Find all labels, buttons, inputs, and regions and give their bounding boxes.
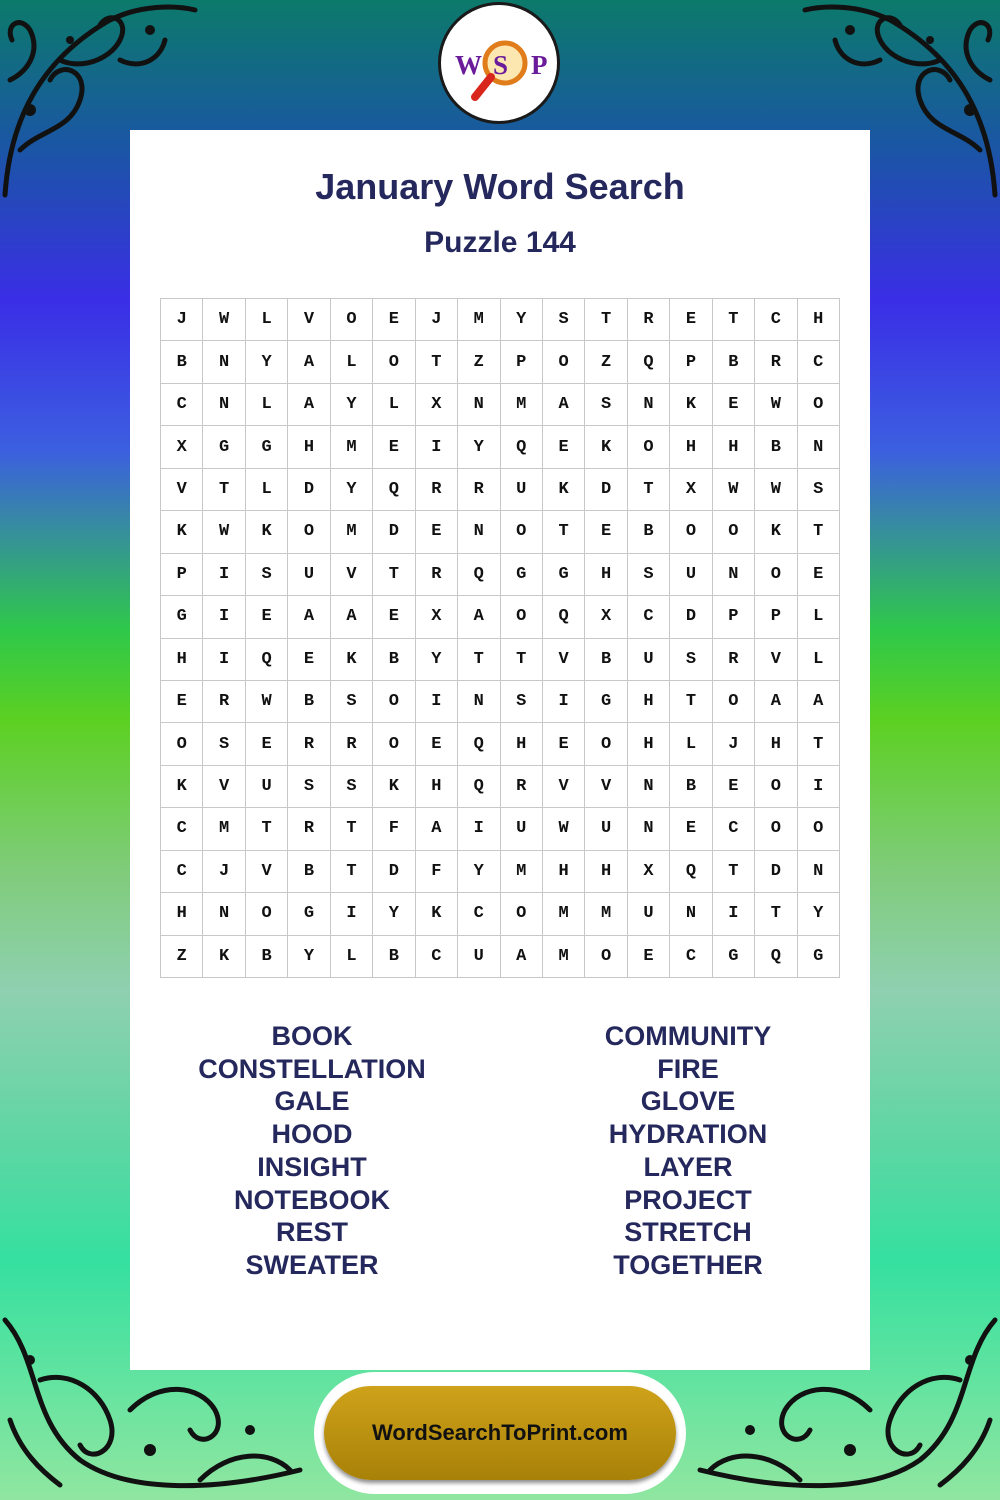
grid-cell: M xyxy=(331,426,373,468)
grid-cell: H xyxy=(543,851,585,893)
grid-cell: U xyxy=(628,893,670,935)
grid-cell: C xyxy=(755,299,797,341)
grid-cell: A xyxy=(458,596,500,638)
word-item: INSIGHT xyxy=(257,1151,367,1182)
grid-cell: B xyxy=(670,766,712,808)
grid-cell: B xyxy=(585,639,627,681)
logo-letter-w: W xyxy=(455,50,482,80)
grid-cell: E xyxy=(585,511,627,553)
grid-cell: C xyxy=(798,341,840,383)
grid-cell: X xyxy=(416,596,458,638)
grid-cell: V xyxy=(288,299,330,341)
grid-cell: L xyxy=(798,596,840,638)
grid-cell: N xyxy=(458,511,500,553)
logo-letter-s: S xyxy=(493,50,509,80)
grid-cell: H xyxy=(501,723,543,765)
word-item: FIRE xyxy=(657,1053,719,1084)
letter-grid xyxy=(160,298,840,978)
grid-cell: M xyxy=(458,299,500,341)
grid-cell: V xyxy=(543,766,585,808)
grid-cell: O xyxy=(543,341,585,383)
grid-cell: A xyxy=(798,681,840,723)
grid-cell: I xyxy=(798,766,840,808)
grid-cell: J xyxy=(203,851,245,893)
grid-cell: E xyxy=(373,299,415,341)
grid-cell: Y xyxy=(458,851,500,893)
grid-cell: W xyxy=(203,511,245,553)
grid-cell: I xyxy=(203,554,245,596)
grid-cell: T xyxy=(585,299,627,341)
grid-cell: G xyxy=(713,936,755,978)
grid-cell: B xyxy=(628,511,670,553)
grid-cell: I xyxy=(203,596,245,638)
grid-cell: R xyxy=(288,723,330,765)
grid-cell: Q xyxy=(458,723,500,765)
grid-cell: A xyxy=(331,596,373,638)
grid-cell: T xyxy=(416,341,458,383)
grid-cell: N xyxy=(203,341,245,383)
grid-cell: M xyxy=(543,936,585,978)
grid-cell: G xyxy=(798,936,840,978)
grid-cell: U xyxy=(670,554,712,596)
grid-cell: A xyxy=(288,596,330,638)
grid-cell: G xyxy=(246,426,288,468)
grid-cell: N xyxy=(203,384,245,426)
grid-cell: O xyxy=(755,554,797,596)
grid-cell: E xyxy=(416,723,458,765)
grid-cell: S xyxy=(331,766,373,808)
grid-cell: N xyxy=(458,681,500,723)
grid-cell: D xyxy=(670,596,712,638)
grid-cell: Q xyxy=(458,554,500,596)
word-item: CONSTELLATION xyxy=(198,1053,426,1084)
grid-cell: R xyxy=(203,681,245,723)
grid-cell: L xyxy=(246,299,288,341)
grid-cell: P xyxy=(755,596,797,638)
grid-cell: Q xyxy=(246,639,288,681)
grid-cell: H xyxy=(585,554,627,596)
grid-cell: I xyxy=(543,681,585,723)
grid-cell: Y xyxy=(458,426,500,468)
word-item: GLOVE xyxy=(640,1086,736,1117)
grid-cell: N xyxy=(458,384,500,426)
grid-cell: S xyxy=(501,681,543,723)
grid-cell: A xyxy=(416,808,458,850)
grid-cell: N xyxy=(628,808,670,850)
grid-cell: V xyxy=(585,766,627,808)
grid-cell: X xyxy=(585,596,627,638)
grid-cell: B xyxy=(373,639,415,681)
grid-cell: B xyxy=(755,426,797,468)
word-item: GALE xyxy=(274,1086,350,1117)
grid-cell: O xyxy=(755,808,797,850)
grid-cell: E xyxy=(416,511,458,553)
site-link[interactable]: WordSearchToPrint.com xyxy=(324,1386,676,1480)
grid-cell: Z xyxy=(458,341,500,383)
grid-cell: L xyxy=(246,384,288,426)
grid-cell: G xyxy=(501,554,543,596)
grid-cell: I xyxy=(416,426,458,468)
word-item: HOOD xyxy=(271,1119,353,1150)
grid-cell: L xyxy=(373,384,415,426)
grid-cell: T xyxy=(246,808,288,850)
grid-cell: E xyxy=(373,596,415,638)
puzzle-card xyxy=(130,130,870,1370)
grid-cell: M xyxy=(501,851,543,893)
grid-cell: K xyxy=(373,766,415,808)
grid-cell: Q xyxy=(628,341,670,383)
grid-cell: L xyxy=(331,936,373,978)
grid-cell: U xyxy=(458,936,500,978)
grid-cell: R xyxy=(628,299,670,341)
grid-cell: A xyxy=(755,681,797,723)
grid-cell: O xyxy=(798,808,840,850)
grid-cell: Y xyxy=(246,341,288,383)
grid-cell: T xyxy=(331,808,373,850)
grid-cell: D xyxy=(373,511,415,553)
grid-cell: V xyxy=(246,851,288,893)
grid-cell: V xyxy=(203,766,245,808)
grid-cell: H xyxy=(713,426,755,468)
grid-cell: G xyxy=(585,681,627,723)
grid-cell: H xyxy=(628,681,670,723)
grid-cell: J xyxy=(713,723,755,765)
grid-cell: O xyxy=(288,511,330,553)
grid-cell: W xyxy=(203,299,245,341)
grid-cell: W xyxy=(543,808,585,850)
grid-cell: G xyxy=(161,596,203,638)
site-badge xyxy=(314,1372,686,1494)
grid-cell: K xyxy=(670,384,712,426)
grid-cell: H xyxy=(288,426,330,468)
word-item: NOTEBOOK xyxy=(233,1184,390,1215)
grid-cell: P xyxy=(501,341,543,383)
grid-cell: E xyxy=(670,808,712,850)
grid-cell: G xyxy=(543,554,585,596)
grid-cell: M xyxy=(543,893,585,935)
grid-cell: X xyxy=(161,426,203,468)
grid-cell: E xyxy=(373,426,415,468)
grid-cell: F xyxy=(416,851,458,893)
grid-cell: O xyxy=(670,511,712,553)
grid-cell: O xyxy=(501,596,543,638)
grid-cell: P xyxy=(161,554,203,596)
grid-cell: N xyxy=(203,893,245,935)
grid-cell: Y xyxy=(798,893,840,935)
grid-cell: B xyxy=(246,936,288,978)
grid-cell: F xyxy=(373,808,415,850)
word-item: STRETCH xyxy=(624,1217,752,1248)
grid-cell: O xyxy=(501,893,543,935)
grid-cell: T xyxy=(670,681,712,723)
grid-cell: K xyxy=(543,469,585,511)
grid-cell: Q xyxy=(373,469,415,511)
grid-cell: Q xyxy=(670,851,712,893)
grid-cell: Y xyxy=(501,299,543,341)
grid-cell: S xyxy=(543,299,585,341)
grid-cell: N xyxy=(798,851,840,893)
grid-cell: H xyxy=(670,426,712,468)
word-item: TOGETHER xyxy=(613,1249,763,1280)
grid-cell: W xyxy=(246,681,288,723)
grid-cell: Q xyxy=(543,596,585,638)
grid-cell: S xyxy=(628,554,670,596)
grid-cell: P xyxy=(713,596,755,638)
grid-cell: L xyxy=(331,341,373,383)
grid-cell: A xyxy=(543,384,585,426)
grid-cell: O xyxy=(755,766,797,808)
grid-cell: E xyxy=(713,766,755,808)
grid-cell: U xyxy=(501,808,543,850)
grid-cell: R xyxy=(713,639,755,681)
grid-cell: O xyxy=(246,893,288,935)
grid-cell: M xyxy=(501,384,543,426)
puzzle-number: Puzzle 144 xyxy=(424,226,576,259)
grid-cell: C xyxy=(161,384,203,426)
grid-cell: K xyxy=(755,511,797,553)
grid-cell: E xyxy=(543,723,585,765)
grid-cell: O xyxy=(373,723,415,765)
word-item: REST xyxy=(275,1217,348,1248)
grid-cell: R xyxy=(755,341,797,383)
grid-cell: O xyxy=(161,723,203,765)
grid-cell: R xyxy=(501,766,543,808)
grid-cell: U xyxy=(246,766,288,808)
word-list-left xyxy=(162,1020,462,1282)
grid-cell: L xyxy=(670,723,712,765)
grid-cell: E xyxy=(246,596,288,638)
grid-cell: M xyxy=(331,511,373,553)
grid-cell: W xyxy=(755,469,797,511)
grid-cell: K xyxy=(585,426,627,468)
grid-cell: U xyxy=(501,469,543,511)
grid-cell: P xyxy=(670,341,712,383)
grid-cell: T xyxy=(331,851,373,893)
grid-cell: H xyxy=(585,851,627,893)
grid-cell: C xyxy=(416,936,458,978)
grid-cell: S xyxy=(288,766,330,808)
grid-cell: I xyxy=(458,808,500,850)
grid-cell: E xyxy=(713,384,755,426)
grid-cell: A xyxy=(288,384,330,426)
grid-cell: C xyxy=(161,808,203,850)
grid-cell: T xyxy=(458,639,500,681)
grid-cell: L xyxy=(246,469,288,511)
grid-cell: V xyxy=(331,554,373,596)
grid-cell: O xyxy=(373,681,415,723)
grid-cell: H xyxy=(798,299,840,341)
grid-cell: K xyxy=(161,511,203,553)
grid-cell: T xyxy=(713,851,755,893)
grid-cell: Y xyxy=(288,936,330,978)
grid-cell: T xyxy=(373,554,415,596)
grid-cell: S xyxy=(331,681,373,723)
grid-cell: K xyxy=(161,766,203,808)
grid-cell: H xyxy=(161,893,203,935)
grid-cell: C xyxy=(458,893,500,935)
grid-cell: J xyxy=(416,299,458,341)
grid-cell: L xyxy=(798,639,840,681)
grid-cell: X xyxy=(416,384,458,426)
grid-cell: U xyxy=(585,808,627,850)
wsp-logo xyxy=(438,2,560,124)
grid-cell: O xyxy=(331,299,373,341)
grid-cell: G xyxy=(288,893,330,935)
grid-cell: A xyxy=(288,341,330,383)
grid-cell: C xyxy=(628,596,670,638)
grid-cell: H xyxy=(755,723,797,765)
grid-cell: K xyxy=(416,893,458,935)
grid-cell: Y xyxy=(331,384,373,426)
grid-cell: D xyxy=(755,851,797,893)
grid-cell: N xyxy=(628,766,670,808)
grid-cell: T xyxy=(713,299,755,341)
grid-cell: B xyxy=(288,851,330,893)
grid-cell: S xyxy=(585,384,627,426)
grid-cell: O xyxy=(628,426,670,468)
word-item: SWEATER xyxy=(245,1249,379,1280)
grid-cell: O xyxy=(713,681,755,723)
grid-cell: V xyxy=(543,639,585,681)
grid-cell: E xyxy=(288,639,330,681)
grid-cell: R xyxy=(416,554,458,596)
grid-cell: H xyxy=(628,723,670,765)
grid-cell: C xyxy=(161,851,203,893)
grid-cell: K xyxy=(203,936,245,978)
grid-cell: M xyxy=(585,893,627,935)
grid-cell: Y xyxy=(416,639,458,681)
grid-cell: Q xyxy=(755,936,797,978)
logo-letter-p: P xyxy=(531,50,548,80)
grid-cell: Z xyxy=(161,936,203,978)
grid-cell: D xyxy=(585,469,627,511)
grid-cell: G xyxy=(203,426,245,468)
grid-cell: T xyxy=(501,639,543,681)
grid-cell: X xyxy=(628,851,670,893)
grid-cell: E xyxy=(670,299,712,341)
grid-cell: R xyxy=(331,723,373,765)
grid-cell: C xyxy=(713,808,755,850)
grid-cell: T xyxy=(798,511,840,553)
grid-cell: V xyxy=(755,639,797,681)
grid-cell: J xyxy=(161,299,203,341)
grid-cell: K xyxy=(331,639,373,681)
grid-cell: V xyxy=(161,469,203,511)
grid-cell: S xyxy=(670,639,712,681)
grid-cell: I xyxy=(713,893,755,935)
grid-cell: Y xyxy=(373,893,415,935)
grid-cell: R xyxy=(416,469,458,511)
word-list-right xyxy=(538,1020,838,1282)
grid-cell: S xyxy=(203,723,245,765)
grid-cell: O xyxy=(798,384,840,426)
grid-cell: N xyxy=(670,893,712,935)
grid-cell: T xyxy=(755,893,797,935)
grid-cell: O xyxy=(501,511,543,553)
grid-cell: E xyxy=(161,681,203,723)
grid-cell: B xyxy=(288,681,330,723)
grid-cell: I xyxy=(416,681,458,723)
grid-cell: T xyxy=(798,723,840,765)
grid-cell: W xyxy=(713,469,755,511)
grid-cell: E xyxy=(543,426,585,468)
grid-cell: S xyxy=(246,554,288,596)
grid-cell: X xyxy=(670,469,712,511)
grid-cell: S xyxy=(798,469,840,511)
grid-cell: I xyxy=(203,639,245,681)
word-item: BOOK xyxy=(271,1021,353,1051)
grid-cell: K xyxy=(246,511,288,553)
grid-cell: B xyxy=(713,341,755,383)
grid-cell: H xyxy=(416,766,458,808)
grid-cell: E xyxy=(798,554,840,596)
grid-cell: D xyxy=(288,469,330,511)
grid-cell: W xyxy=(755,384,797,426)
page-title: January Word Search xyxy=(315,166,685,207)
grid-cell: B xyxy=(161,341,203,383)
grid-cell: D xyxy=(373,851,415,893)
word-item: COMMUNITY xyxy=(604,1021,772,1051)
grid-cell: H xyxy=(161,639,203,681)
grid-cell: T xyxy=(203,469,245,511)
grid-cell: C xyxy=(670,936,712,978)
word-item: PROJECT xyxy=(624,1184,752,1215)
grid-cell: N xyxy=(713,554,755,596)
grid-cell: N xyxy=(628,384,670,426)
grid-cell: R xyxy=(458,469,500,511)
grid-cell: E xyxy=(628,936,670,978)
grid-cell: U xyxy=(288,554,330,596)
grid-cell: R xyxy=(288,808,330,850)
grid-cell: Y xyxy=(331,469,373,511)
grid-cell: B xyxy=(373,936,415,978)
grid-cell: O xyxy=(585,723,627,765)
word-item: HYDRATION xyxy=(608,1119,768,1150)
grid-cell: Q xyxy=(501,426,543,468)
word-item: LAYER xyxy=(643,1151,733,1182)
grid-cell: U xyxy=(628,639,670,681)
grid-cell: Q xyxy=(458,766,500,808)
grid-cell: O xyxy=(373,341,415,383)
grid-cell: M xyxy=(203,808,245,850)
grid-cell: I xyxy=(331,893,373,935)
grid-cell: T xyxy=(543,511,585,553)
grid-cell: O xyxy=(713,511,755,553)
grid-cell: A xyxy=(501,936,543,978)
grid-cell: Z xyxy=(585,341,627,383)
grid-cell: O xyxy=(585,936,627,978)
grid-cell: N xyxy=(798,426,840,468)
grid-cell: T xyxy=(628,469,670,511)
grid-cell: E xyxy=(246,723,288,765)
